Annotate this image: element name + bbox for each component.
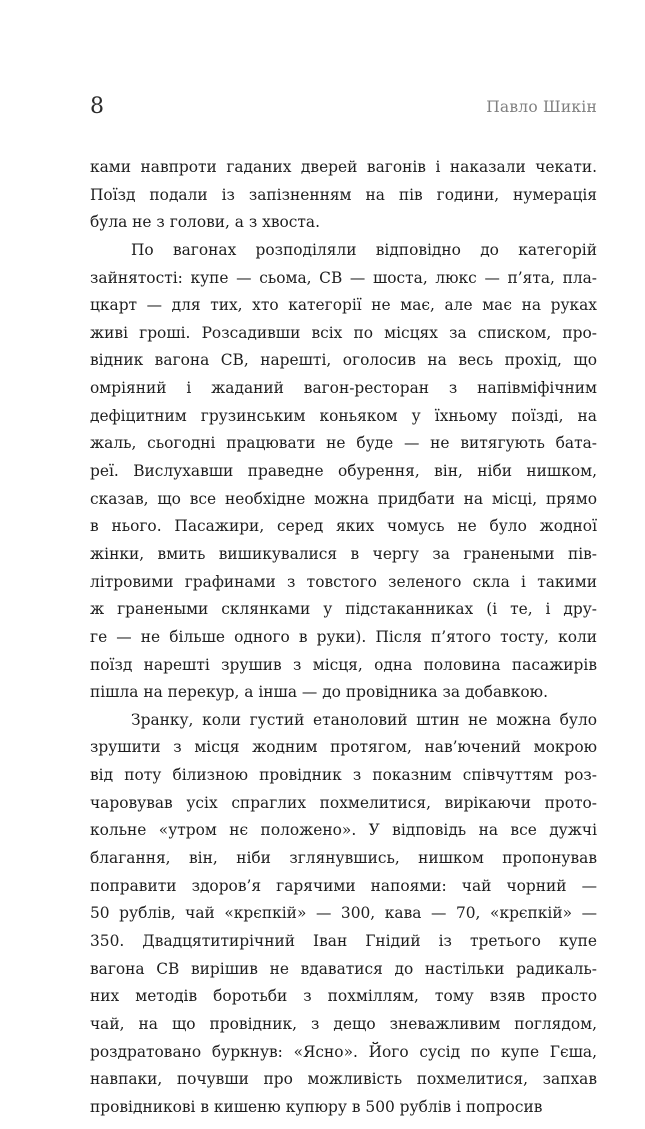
text-line: реї. Вислухавши праведне обурення, він, ніби нишком,	[90, 462, 597, 481]
page-number: 8	[90, 94, 104, 119]
text-line: поправити здоров’я гарячими напоями: чай чорний —	[90, 876, 597, 895]
text-line: була не з голови, а з хвоста.	[90, 213, 320, 232]
text-line: них методів боротьби з похміллям, тому взяв просто	[90, 987, 597, 1006]
text-line: омріяний і жаданий вагон-ресторан з напівміфічним	[90, 379, 597, 398]
paragraph	[90, 707, 597, 1122]
text-line: 350. Двадцятитирічний Іван Гнідий із третього купе	[90, 931, 597, 950]
text-line: поїзд нарешті зрушив з місця, одна половина пасажирів	[90, 655, 597, 674]
text-line: чай, на що провідник, з дещо зневажливим поглядом,	[90, 1014, 597, 1033]
text-line: відник вагона СВ, нарешті, оголосив на весь прохід, що	[90, 351, 597, 370]
text-line: ками навпроти гаданих дверей вагонів і наказали чекати.	[90, 158, 597, 176]
text-line: 50 рублів, чай «крєпкій» — 300, кава — 70, «крєпкій» —	[90, 904, 597, 923]
running-head-author: Павло Шикін	[486, 98, 597, 116]
page-header	[90, 92, 597, 122]
text-line: вагона СВ вирішив не вдаватися до настільки радикаль-	[90, 959, 597, 978]
text-line: кольне «утром нє положено». У відповідь на все дужчі	[90, 821, 597, 840]
text-line: дефіцитним грузинським коньяком у їхньому поїзді, на	[90, 406, 597, 425]
text-line: чаровував усіх спраглих похмелитися, вирікаючи прото-	[90, 793, 597, 812]
text-line: благання, він, ніби зглянувшись, нишком пропонував	[90, 849, 597, 868]
text-line: літровими графинами з товстого зеленого скла і такими	[90, 572, 597, 591]
text-line: По вагонах розподіляли відповідно до категорій	[131, 240, 597, 259]
text-line: провідникові в кишеню купюру в 500 рублів і попросив	[90, 1097, 543, 1116]
paragraph	[90, 154, 597, 237]
text-line: зрушити з місця жодним протягом, нав’ючений мокрою	[90, 738, 597, 757]
text-line: цкарт — для тих, хто категорії не має, але має на руках	[90, 296, 597, 315]
text-line: Поїзд подали із запізненням на пів години, нумерація	[90, 185, 597, 204]
text-line: роздратовано буркнув: «Ясно». Його сусід по купе Гєша,	[90, 1042, 597, 1061]
text-line: навпаки, почувши про можливість похмелитися, запхав	[90, 1070, 597, 1089]
paragraph	[90, 237, 597, 707]
text-line: пішла на перекур, а інша — до провідника за добавкою.	[90, 683, 548, 702]
text-line: ге — не більше одного в руки). Після п’ятого тосту, коли	[90, 627, 597, 646]
text-line: Зранку, коли густий етаноловий штин не можна було	[131, 710, 597, 729]
text-line: від поту білизною провідник з показним співчуттям роз-	[90, 766, 597, 785]
text-line: жінки, вмить вишикувалися в чергу за гранеными пів-	[90, 544, 597, 563]
body-text	[90, 154, 597, 1121]
text-line: ж гранеными склянками у підстаканниках (і те, і дру-	[90, 600, 597, 619]
text-line: в нього. Пасажири, серед яких чомусь не було жодної	[90, 517, 597, 536]
text-line: зайнятості: купе — сьома, СВ — шоста, люкс — п’ята, пла-	[90, 268, 597, 287]
text-line: живі гроші. Розсадивши всіх по місцях за списком, про-	[90, 323, 597, 342]
text-line: жаль, сьогодні працювати не буде — не витягують бата-	[90, 434, 597, 453]
text-line: сказав, що все необхідне можна придбати на місці, прямо	[90, 489, 597, 508]
